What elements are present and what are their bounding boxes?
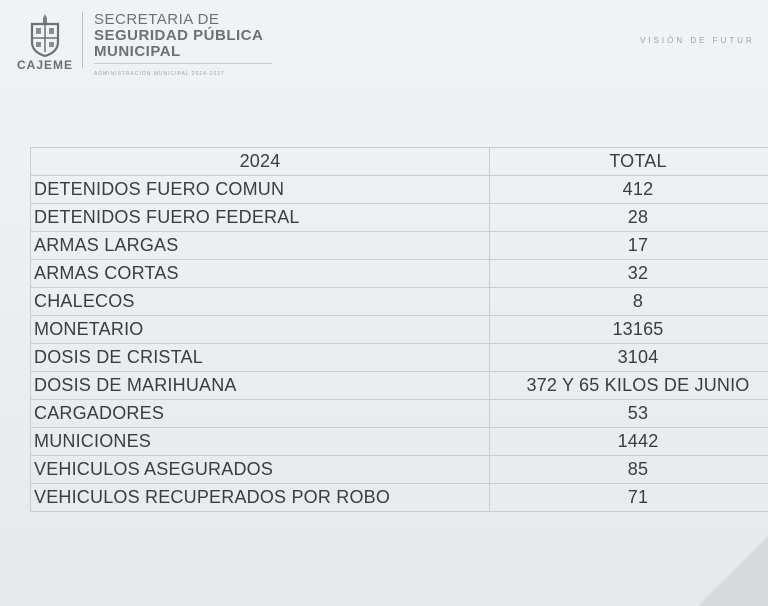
row-total: 32	[490, 260, 768, 288]
row-total: 3104	[490, 344, 768, 372]
row-label: MONETARIO	[31, 316, 490, 344]
row-label: MUNICIONES	[31, 428, 490, 456]
table-header-row	[31, 148, 768, 176]
table-row	[31, 176, 768, 204]
row-label: ARMAS CORTAS	[31, 260, 490, 288]
row-label: CHALECOS	[31, 288, 490, 316]
table-row	[31, 260, 768, 288]
table-row	[31, 288, 768, 316]
table-row	[31, 316, 768, 344]
slogan: VISIÓN DE FUTUR	[640, 36, 755, 45]
row-label: ARMAS LARGAS	[31, 232, 490, 260]
row-total: 8	[490, 288, 768, 316]
header-divider	[82, 12, 83, 68]
row-label: CARGADORES	[31, 400, 490, 428]
row-total: 71	[490, 484, 768, 512]
cajeme-logo	[14, 6, 76, 72]
org-line-1: SECRETARIA DE	[94, 11, 220, 28]
row-label: DETENIDOS FUERO FEDERAL	[31, 204, 490, 232]
header-year: 2024	[31, 148, 490, 176]
row-total: 28	[490, 204, 768, 232]
org-line-2: SEGURIDAD PÚBLICA	[94, 27, 264, 44]
table-row	[31, 232, 768, 260]
table-row	[31, 372, 768, 400]
row-label: VEHICULOS RECUPERADOS POR ROBO	[31, 484, 490, 512]
org-line-3: MUNICIPAL	[94, 43, 181, 60]
organization-name	[94, 12, 272, 82]
page-curl-shadow	[698, 536, 768, 606]
row-label: DOSIS DE CRISTAL	[31, 344, 490, 372]
row-label: DETENIDOS FUERO COMUN	[31, 176, 490, 204]
table-row	[31, 204, 768, 232]
row-label: VEHICULOS ASEGURADOS	[31, 456, 490, 484]
table-row	[31, 344, 768, 372]
statistics-table	[30, 147, 768, 512]
table-row	[31, 484, 768, 512]
header-total: TOTAL	[490, 148, 768, 176]
row-label: DOSIS DE MARIHUANA	[31, 372, 490, 400]
org-subtitle: ADMINISTRACIÓN MUNICIPAL 2024-2027	[94, 63, 272, 82]
row-total: 13165	[490, 316, 768, 344]
logo-wordmark: CAJEME	[16, 58, 73, 72]
table-row	[31, 456, 768, 484]
row-total: 372 Y 65 KILOS DE JUNIO	[490, 372, 768, 400]
row-total: 85	[490, 456, 768, 484]
table-row	[31, 428, 768, 456]
table-row	[31, 400, 768, 428]
row-total: 412	[490, 176, 768, 204]
row-total: 53	[490, 400, 768, 428]
crest-icon	[28, 12, 62, 58]
row-total: 17	[490, 232, 768, 260]
row-total: 1442	[490, 428, 768, 456]
